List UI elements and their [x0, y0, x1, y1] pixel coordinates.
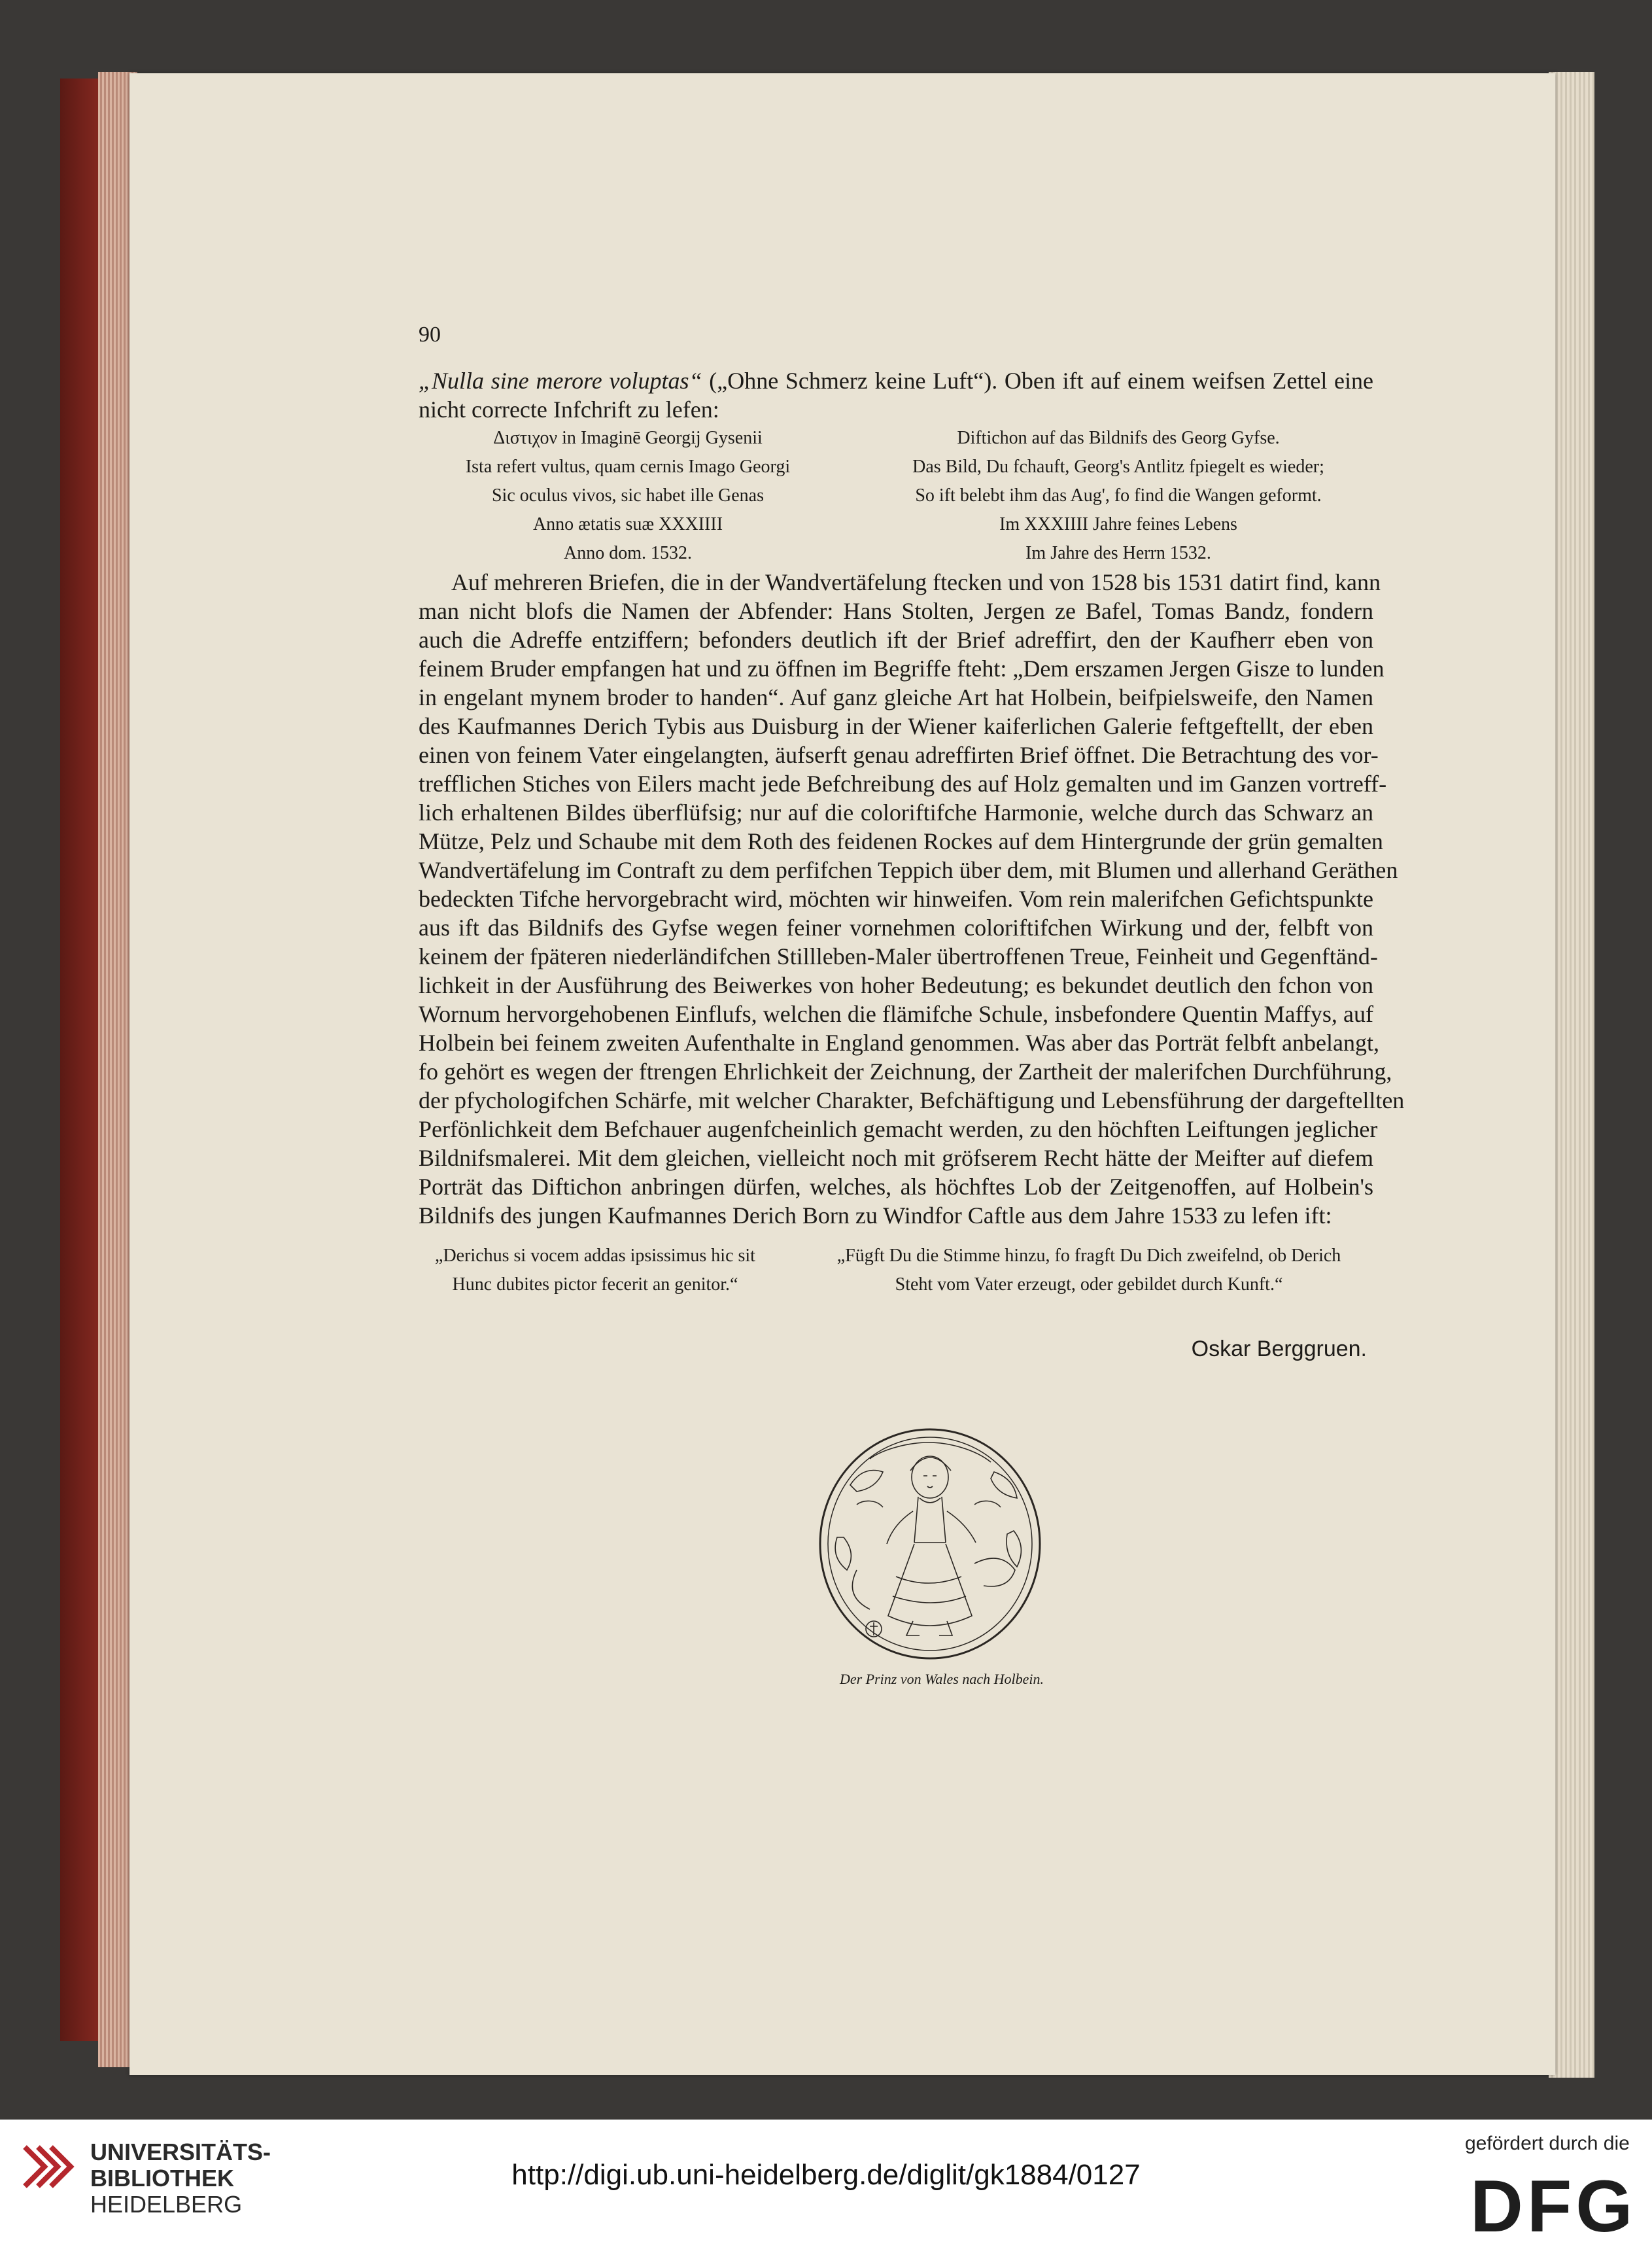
epigram-latin-2: Hunc dubites pictor fecerit an genitor.“ — [452, 1274, 738, 1295]
body-line: des Kaufmannes Derich Tybis aus Duisburg in der Wiener kaiferlichen Galerie feftgeftellt, der eben — [419, 713, 1373, 739]
body-line: lichkeit in der Ausführung des Beiwerkes von hoher Bedeutung; es bekundet deutlich den fchon von — [419, 972, 1373, 998]
body-line: trefflichen Stiches von Eilers macht jede Befchreibung des auf Holz gemalten und im Ganzen vortreff- — [419, 771, 1387, 797]
body-line: feinem Bruder empfangen hat und zu öffnen im Begriffe fteht: „Dem erszamen Jergen Gisze to lunden — [419, 655, 1385, 682]
body-line: in engelant mynem broder to handen“. Auf ganz gleiche Art hat Holbein, beifpielsweife, den Namen — [419, 684, 1373, 710]
body-line: keinem der fpäteren niederländifchen Stillleben-Maler übertroffenen Treue, Feinheit und Gegenftänd- — [419, 943, 1378, 969]
inscription-latin-5: Anno dom. 1532. — [564, 543, 692, 563]
dfg-logo[interactable]: DFG — [1470, 2165, 1637, 2247]
para1-line-1-text: („Ohne Schmerz keine Luft“). Oben ift auf einem weifsen Zettel eine — [702, 368, 1374, 394]
inscription-german-5: Im Jahre des Herrn 1532. — [1025, 543, 1211, 563]
roundel-illustration-icon — [759, 1413, 1099, 1675]
body-line: Perfönlichkeit dem Befchauer augenfcheinlich gemacht werden, zu den höchften Leiftungen jeglicher — [419, 1116, 1378, 1142]
body-line: Holbein bei feinem zweiten Aufenthalte in England genommen. Was aber das Porträt felbft anbelangt, — [419, 1030, 1379, 1056]
body-line: lich erhaltenen Bildes überflüfsig; nur auf die coloriftifche Harmonie, welche durch das Schwarz an — [419, 799, 1373, 826]
inscription-german-3: So ift belebt ihm das Aug', fo find die Wangen geformt. — [915, 485, 1322, 506]
body-line: bedeckten Tifche hervorgebracht wird, möchten wir hinweifen. Vom rein malerifchen Gefichtspunkte — [419, 886, 1373, 912]
library-name-line-3: HEIDELBERG — [90, 2191, 243, 2218]
page-number: 90 — [419, 323, 441, 347]
inscription-german-4: Im XXXIIII Jahre feines Lebens — [999, 514, 1237, 534]
inscription-latin-2: Ista refert vultus, quam cernis Imago Georgi — [465, 457, 791, 477]
body-line: Auf mehreren Briefen, die in der Wandvertäfelung ftecken und von 1528 bis 1531 datirt find, kann — [451, 569, 1381, 595]
author-signature: Oskar Berggruen. — [1191, 1336, 1367, 1361]
body-line: man nicht blofs die Namen der Abfender: Hans Stolten, Jergen ze Bafel, Tomas Bandz, fondern — [419, 598, 1373, 624]
body-line-last: Bildnifs des jungen Kaufmannes Derich Born zu Windfor Caftle aus dem Jahre 1533 zu lefen ift: — [419, 1202, 1332, 1229]
body-line: der pfychologifchen Schärfe, mit welcher Charakter, Befchäftigung und Lebensführung der dargeftellten — [419, 1087, 1405, 1113]
library-name-line-2: BIBLIOTHEK — [90, 2165, 234, 2192]
inscription-latin-1: Διστιχον in Imaginē Georgij Gysenii — [493, 428, 763, 448]
para1-line-2: nicht correcte Infchrift zu lefen: — [419, 396, 719, 423]
permalink-url[interactable]: http://digi.ub.uni-heidelberg.de/diglit/gk1884/0127 — [511, 2159, 1141, 2191]
inscription-latin-4: Anno ætatis suæ XXXIIII — [532, 514, 723, 534]
library-name-line-1: UNIVERSITÄTS- — [90, 2139, 271, 2165]
page-stack-right — [1549, 72, 1594, 2078]
body-line: Porträt das Diftichon anbringen dürfen, welches, als höchftes Lob der Zeitgenoffen, auf Holbein's — [419, 1174, 1373, 1200]
epigram-german-2: Steht vom Vater erzeugt, oder gebildet durch Kunft.“ — [895, 1274, 1283, 1295]
epigram-latin-1: „Derichus si vocem addas ipsissimus hic sit — [435, 1246, 755, 1266]
inscription-german-1: Diftichon auf das Bildnifs des Georg Gyfse. — [957, 428, 1280, 448]
body-line: einen von feinem Vater eingelangten, äufserft genau adreffirten Brief öffnet. Die Betrachtung des vor- — [419, 742, 1379, 768]
funded-by-label: gefördert durch die — [1465, 2133, 1630, 2154]
figure-caption: Der Prinz von Wales nach Holbein. — [839, 1671, 1044, 1687]
body-line: Mütze, Pelz und Schaube mit dem Roth des feidenen Rockes auf dem Hintergrunde der grün gemalten — [419, 828, 1383, 854]
body-line: Bildnifsmalerei. Mit dem gleichen, vielleicht noch mit gröfserem Recht hätte der Meifter auf diefem — [419, 1145, 1373, 1171]
inscription-german-2: Das Bild, Du fchauft, Georg's Antlitz fpiegelt es wieder; — [912, 457, 1324, 477]
para1-line-1 — [419, 366, 1373, 395]
body-line: Wandvertäfelung im Contraft zu dem perfifchen Teppich über dem, mit Blumen und allerhand Geräthen — [419, 857, 1398, 883]
epigram-german-1: „Fügft Du die Stimme hinzu, fo fragft Du Dich zweifelnd, ob Derich — [836, 1246, 1341, 1266]
body-line: aus ift das Bildnifs des Gyfse wegen feiner vornehmen coloriftifchen Wirkung und der, felbft von — [419, 915, 1373, 941]
inscription-latin-3: Sic oculus vivos, sic habet ille Genas — [491, 485, 765, 506]
body-line: Wornum hervorgehobenen Einflufs, welchen die flämifche Schule, insbefondere Quentin Maffys, auf — [419, 1001, 1373, 1027]
motto: „Nulla sine merore voluptas“ — [419, 368, 702, 394]
body-line: fo gehört es wegen der ftrengen Ehrlichkeit der Zeichnung, der Zartheit der malerifchen Durchführung, — [419, 1058, 1392, 1085]
body-line: auch die Adreffe entziffern; befonders deutlich ift der Brief adreffirt, den der Kaufherr eben von — [419, 627, 1373, 653]
